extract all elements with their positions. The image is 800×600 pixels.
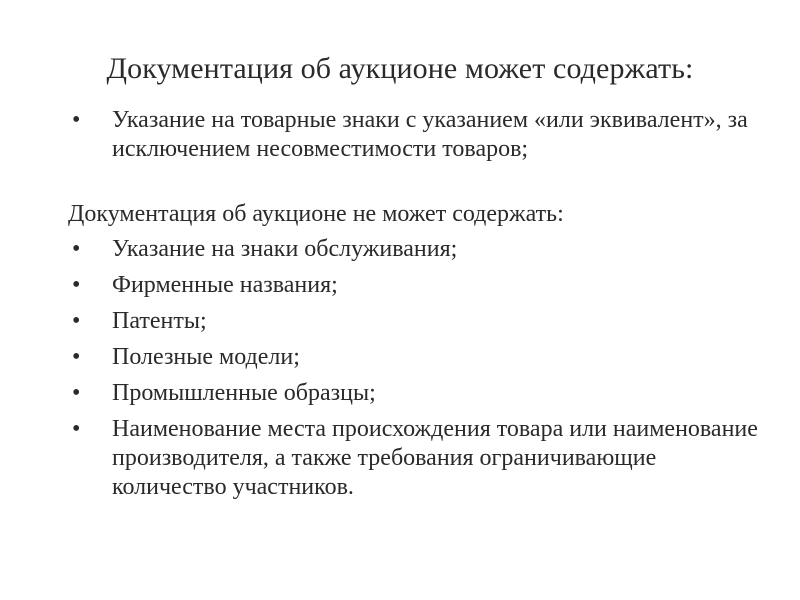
bullet-icon: •	[72, 236, 81, 262]
list-item-text: Фирменные названия;	[112, 272, 338, 298]
bullet-icon: •	[72, 416, 81, 442]
bullet-icon: •	[72, 272, 81, 298]
list-item-text: Наименование места происхождения товара или наименование производителя, а также требования ограничивающие количество участников.	[112, 416, 758, 500]
slide-body	[68, 106, 768, 509]
list-item	[68, 307, 768, 336]
allowed-list	[68, 106, 768, 164]
list-item	[68, 415, 768, 502]
bullet-icon: •	[72, 344, 81, 370]
list-item-text: Патенты;	[112, 308, 207, 334]
list-item	[68, 379, 768, 408]
list-item	[68, 343, 768, 372]
slide-title: Документация об аукционе может содержать:	[106, 52, 694, 85]
list-item	[68, 106, 768, 164]
list-item-text: Полезные модели;	[112, 344, 300, 370]
list-item	[68, 235, 768, 264]
list-item	[68, 271, 768, 300]
list-item-text: Указание на знаки обслуживания;	[112, 236, 458, 262]
bullet-icon: •	[72, 308, 81, 334]
bullet-icon: •	[72, 380, 81, 406]
bullet-icon: •	[72, 107, 81, 133]
list-item-text: Указание на товарные знаки с указанием «или эквивалент», за исключением несовместимости товаров;	[112, 107, 748, 162]
forbidden-list	[68, 235, 768, 502]
section-heading: Документация об аукционе не может содержать:	[68, 201, 564, 227]
list-item-text: Промышленные образцы;	[112, 380, 376, 406]
